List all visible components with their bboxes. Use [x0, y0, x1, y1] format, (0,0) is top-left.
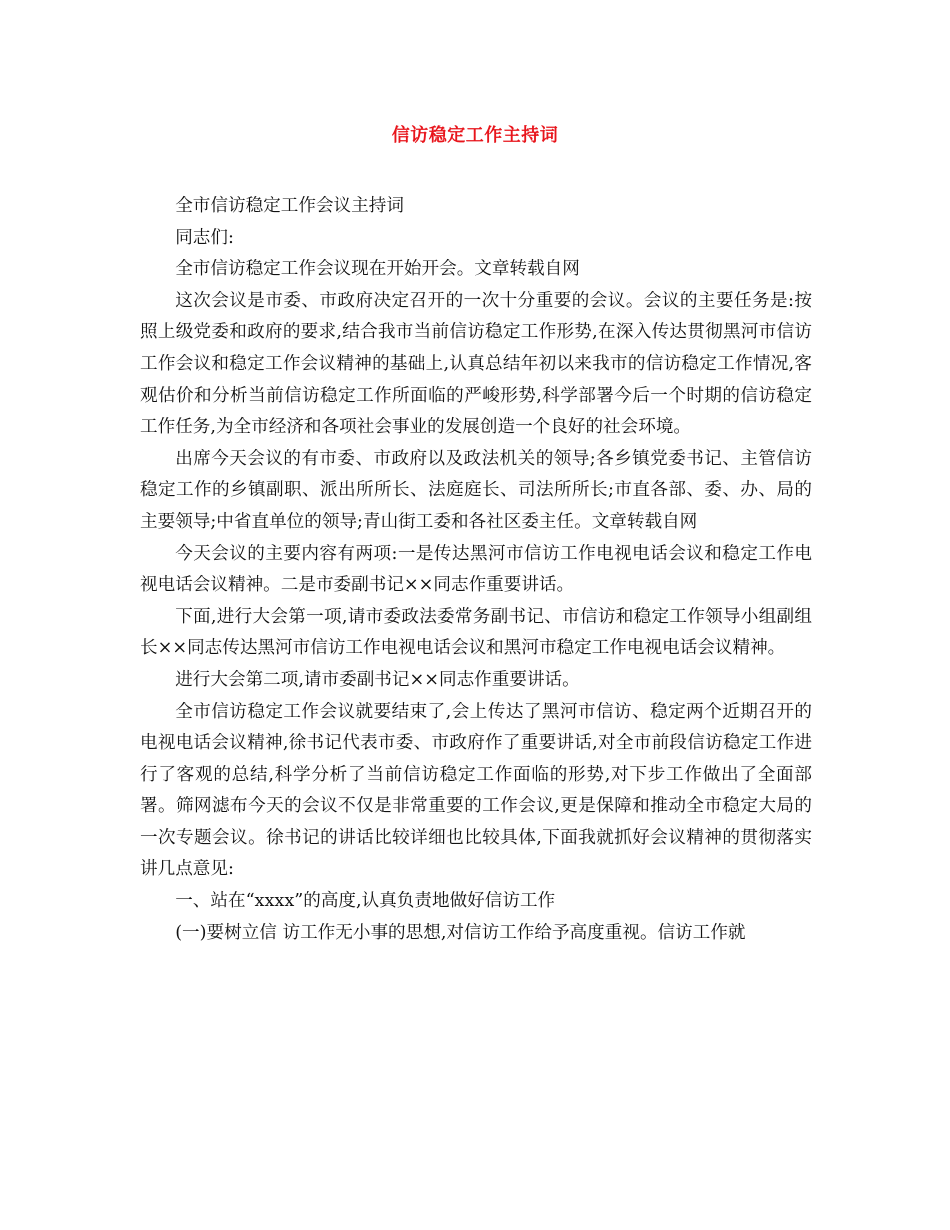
paragraph: 进行大会第二项,请市委副书记××同志作重要讲话。 [175, 669, 580, 690]
document-title: 信访稳定工作主持词 [391, 125, 559, 146]
paragraph-heading: 全市信访稳定工作会议主持词 [175, 196, 404, 216]
document-body [140, 191, 812, 949]
paragraph-salutation: 同志们: [175, 227, 234, 248]
paragraph: 下面,进行大会第一项,请市委政法委常务副书记、市信访和稳定工作领导小组副组长××同志传达黑河市信访工作电视电话会议和黑河市稳定工作电视电话会议精神。 [140, 606, 812, 659]
paragraph: 全市信访稳定工作会议现在开始开会。文章转载自网 [175, 259, 580, 280]
paragraph: 全市信访稳定工作会议就要结束了,会上传达了黑河市信访、稳定两个近期召开的电视电话会议精神,徐书记代表市委、市政府作了重要讲话,对全市前段信访稳定工作进行了客观的总结,科学分析了当前信访稳定工作面临的形势,对下步工作做出了全面部署。筛网滤布今天的会议不仅是非常重要的工作会议,更是保障和推动全市稳定大局的一次专题会议。徐书记的讲话比较详细也比较具体,下面我就抓好会议精神的贯彻落实讲几点意见: [140, 701, 812, 880]
section-heading: 一、站在“xxxx”的高度,认真负责地做好信访工作 [175, 891, 556, 912]
paragraph: 今天会议的主要内容有两项:一是传达黑河市信访工作电视电话会议和稳定工作电视电话会议精神。二是市委副书记××同志作重要讲话。 [140, 543, 812, 596]
paragraph: 出席今天会议的有市委、市政府以及政法机关的领导;各乡镇党委书记、主管信访稳定工作的乡镇副职、派出所所长、法庭庭长、司法所所长;市直各部、委、办、局的主要领导;中省直单位的领导;青山街工委和各社区委主任。文章转载自网 [140, 448, 812, 532]
paragraph: 这次会议是市委、市政府决定召开的一次十分重要的会议。会议的主要任务是:按照上级党委和政府的要求,结合我市当前信访稳定工作形势,在深入传达贯彻黑河市信访工作会议和稳定工作会议精神的基础上,认真总结年初以来我市的信访稳定工作情况,客观估价和分析当前信访稳定工作所面临的严峻形势,科学部署今后一个时期的信访稳定工作任务,为全市经济和各项社会事业的发展创造一个良好的社会环境。 [140, 290, 812, 438]
paragraph: (一)要树立信 访工作无小事的思想,对信访工作给予高度重视。信访工作就 [175, 922, 746, 943]
